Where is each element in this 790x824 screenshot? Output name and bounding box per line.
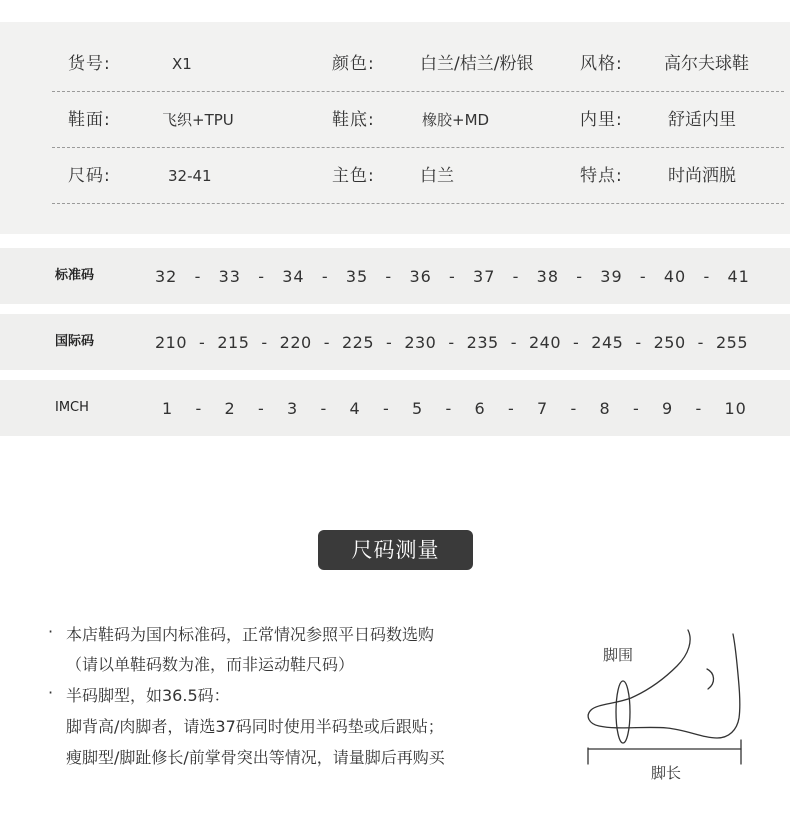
size-row-standard <box>0 248 790 304</box>
spec-row <box>52 92 784 148</box>
size-separator: - <box>195 398 203 418</box>
size-separator: - <box>507 398 515 418</box>
size-value: 35 <box>345 266 369 286</box>
size-separator: - <box>449 266 456 286</box>
size-value: 8 <box>599 398 611 418</box>
size-value: 37 <box>473 266 496 286</box>
size-separator: - <box>639 266 647 286</box>
size-value: 210 <box>155 332 188 352</box>
spec-panel <box>0 22 790 234</box>
size-value: 225 <box>341 332 375 352</box>
size-value: 230 <box>404 332 437 352</box>
spec-label: 鞋面: <box>68 110 111 130</box>
note-line: 瘦脚型/脚趾修长/前掌骨突出等情况，请量脚后再购买 <box>66 748 445 767</box>
size-value: 9 <box>662 398 674 418</box>
note-line: 半码脚型，如36.5码： <box>66 686 230 705</box>
size-value: 34 <box>282 266 305 286</box>
size-separator: - <box>382 398 390 418</box>
spec-label: 风格: <box>580 54 623 74</box>
size-value: 32 <box>155 266 178 286</box>
size-separator: - <box>199 332 206 352</box>
size-separator: - <box>385 266 393 286</box>
size-separator: - <box>697 332 704 352</box>
foot-diagram <box>575 620 755 790</box>
girth-label: 脚围 <box>603 646 634 664</box>
size-separator: - <box>321 266 329 286</box>
note-line: （请以单鞋码数为准，而非运动鞋尺码） <box>66 655 355 674</box>
spec-row <box>52 36 784 92</box>
size-value: 38 <box>536 266 560 286</box>
spec-value: 32-41 <box>168 167 212 185</box>
size-separator: - <box>448 332 455 352</box>
spec-row <box>52 148 784 204</box>
spec-label: 内里: <box>580 110 623 130</box>
size-separator: - <box>695 398 703 418</box>
size-value: 6 <box>474 398 486 418</box>
size-separator: - <box>570 398 578 418</box>
size-separator: - <box>510 332 517 352</box>
spec-value: 白兰 <box>420 166 454 186</box>
size-value: 2 <box>224 398 236 418</box>
note-line: 本店鞋码为国内标准码，正常情况参照平日码数选购 <box>66 625 435 644</box>
length-label: 脚长 <box>651 764 682 782</box>
size-separator: - <box>512 266 520 286</box>
size-separator: - <box>386 332 393 352</box>
measure-title: 尺码测量 <box>318 530 473 570</box>
size-value: 235 <box>466 332 499 352</box>
size-separator: - <box>320 398 328 418</box>
spec-label: 主色: <box>332 166 375 186</box>
spec-value: 时尚洒脱 <box>668 166 736 186</box>
spec-label: 货号: <box>68 54 111 74</box>
spec-value: 白兰/桔兰/粉银 <box>420 54 534 74</box>
bullet: · <box>48 683 54 702</box>
spec-value: 飞织+TPU <box>162 111 234 129</box>
size-separator: - <box>573 332 580 352</box>
spec-label: 特点: <box>580 166 623 186</box>
size-value: 39 <box>600 266 623 286</box>
size-separator: - <box>258 266 265 286</box>
size-separator: - <box>703 266 711 286</box>
spec-value: 橡胶+MD <box>422 111 490 129</box>
spec-label: 尺码: <box>68 166 111 186</box>
size-value: 4 <box>349 398 361 418</box>
note-line: 脚背高/肉脚者，请选37码同时使用半码垫或后跟贴； <box>66 717 444 736</box>
size-value: 40 <box>663 266 687 286</box>
size-value: 255 <box>715 332 748 352</box>
size-values <box>155 248 750 304</box>
size-values <box>155 314 748 370</box>
spec-label: 鞋底: <box>332 110 375 130</box>
size-value: 36 <box>409 266 432 286</box>
size-value: 41 <box>727 266 750 286</box>
size-value: 245 <box>591 332 624 352</box>
size-value: 3 <box>287 398 299 418</box>
size-row-international <box>0 314 790 370</box>
size-separator: - <box>261 332 268 352</box>
size-value: 7 <box>537 398 549 418</box>
size-value: 250 <box>653 332 686 352</box>
bullet: · <box>48 622 54 641</box>
size-value: 215 <box>217 332 250 352</box>
size-separator: - <box>632 398 640 418</box>
spec-label: 颜色: <box>332 54 375 74</box>
size-value: 10 <box>724 398 747 418</box>
size-value: 220 <box>279 332 312 352</box>
size-row-label: 标准码 <box>55 268 95 283</box>
spec-value: 高尔夫球鞋 <box>664 54 749 74</box>
size-separator: - <box>635 332 642 352</box>
size-value: 240 <box>528 332 562 352</box>
size-separator: - <box>576 266 584 286</box>
size-row-label: 国际码 <box>55 334 95 349</box>
spec-value: X1 <box>172 55 192 73</box>
size-value: 33 <box>218 266 241 286</box>
size-row-label: IMCH <box>55 400 89 415</box>
size-separator: - <box>194 266 202 286</box>
spec-value: 舒适内里 <box>668 110 736 130</box>
size-value: 5 <box>412 398 424 418</box>
size-row-imch <box>0 380 790 436</box>
size-separator: - <box>257 398 265 418</box>
size-values <box>162 380 747 436</box>
size-separator: - <box>445 398 453 418</box>
size-separator: - <box>323 332 330 352</box>
size-value: 1 <box>162 398 174 418</box>
